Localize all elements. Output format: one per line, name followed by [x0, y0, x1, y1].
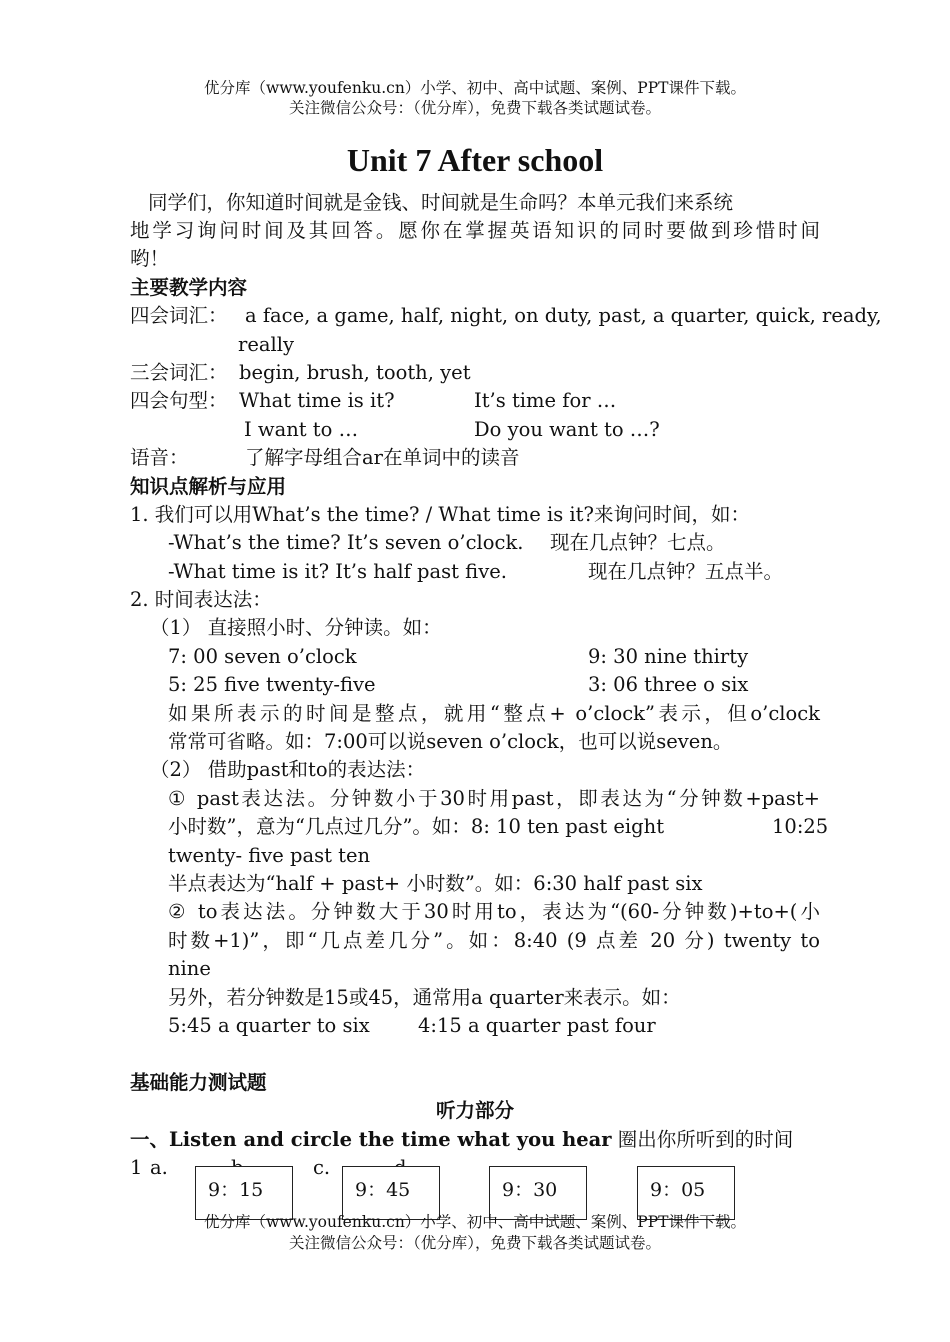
- quarter-example-2: 4:15 a quarter past four: [418, 1014, 656, 1037]
- half-past-rule: 半点表达为“half + past+ 小时数”。如：6:30 half past six: [168, 872, 703, 895]
- knowledge-heading: 知识点解析与应用: [130, 475, 287, 498]
- phonetics-label: 语音：: [130, 446, 189, 469]
- time-example-2: 9: 30 nine thirty: [588, 645, 749, 668]
- option-c-label: c.: [313, 1156, 331, 1179]
- knowledge-point-2: 2. 时间表达法：: [130, 588, 272, 611]
- note-oclock-1: 如果所表示的时间是整点，就用“整点+ o’clock”表示，但o’clock: [168, 702, 820, 725]
- knowledge-point-1: 1. 我们可以用What’s the time? / What time is it?来询问时间，如：: [130, 503, 750, 526]
- three-vocab-list: begin, brush, tooth, yet: [239, 361, 471, 384]
- time-box-b[interactable]: 9：45: [342, 1166, 440, 1220]
- section-1-instruction: [130, 1126, 793, 1154]
- time-example-1: 7: 00 seven o’clock: [168, 645, 357, 668]
- sentence-time-for: It’s time for …: [474, 389, 617, 412]
- past-rule-1: ① past表达法。分钟数小于30时用past，即表达为“分钟数+past+: [168, 787, 820, 810]
- quarter-rule: 另外，若分钟数是15或45，通常用a quarter来表示。如：: [168, 986, 681, 1009]
- page-header-line1: 优分库（www.youfenku.cn）小学、初中、高中试题、案例、PPT课件下载。: [203, 79, 747, 97]
- to-rule-3: nine: [168, 957, 211, 980]
- example-2-english: -What time is it? It’s half past five.: [168, 560, 507, 583]
- section-1-english: Listen and circle the time what you hear: [169, 1128, 612, 1151]
- time-box-c[interactable]: 9：30: [489, 1166, 587, 1220]
- page-title: Unit 7 After school: [346, 142, 604, 178]
- quarter-example-1: 5:45 a quarter to six: [168, 1014, 370, 1037]
- sentence-want-to: I want to …: [244, 418, 359, 441]
- sentence-what-time: What time is it?: [239, 389, 395, 412]
- four-vocab-list: a face, a game, half, night, on duty, past, a quarter, quick, ready,: [245, 304, 882, 327]
- page-footer-line2: 关注微信公众号：（优分库），免费下载各类试题试卷。: [288, 1234, 661, 1252]
- sentence-label: 四会句型：: [130, 389, 228, 412]
- time-box-d[interactable]: 9：05: [637, 1166, 735, 1220]
- intro-line-3: 哟！: [130, 247, 170, 270]
- time-box-a[interactable]: 9：15: [195, 1166, 293, 1220]
- time-example-4: 3: 06 three o six: [588, 673, 749, 696]
- option-a-label: a.: [150, 1156, 168, 1179]
- phonetics-text: 了解字母组合ar在单词中的读音: [245, 446, 520, 469]
- intro-line-1: 同学们，你知道时间就是金钱、时间就是生命吗？本单元我们来系统: [148, 191, 734, 214]
- past-rule-3: twenty- five past ten: [168, 844, 371, 867]
- subpoint-2: （2） 借助past和to的表达法：: [150, 758, 426, 781]
- page-header-line2: 关注微信公众号：（优分库），免费下载各类试题试卷。: [288, 99, 661, 117]
- example-2-chinese: 现在几点钟？五点半。: [588, 560, 784, 583]
- section-1-number: 一、: [130, 1128, 170, 1151]
- test-heading: 基础能力测试题: [130, 1071, 267, 1094]
- past-rule-2: 小时数”，意为“几点过几分”。如：8: 10 ten past eight: [168, 815, 665, 838]
- example-1-english: -What’s the time? It’s seven o’clock.: [168, 531, 524, 554]
- sentence-do-you-want: Do you want to …?: [474, 418, 660, 441]
- subpoint-1: （1） 直接照小时、分钟读。如：: [150, 616, 442, 639]
- question-1-number: 1: [130, 1156, 143, 1179]
- section-1-chinese: 圈出你所听到的时间: [611, 1128, 794, 1151]
- note-oclock-2: 常常可省略。如：7:00可以说seven o’clock，也可以说seven。: [168, 730, 733, 753]
- past-rule-2-time: 10:25: [772, 815, 829, 838]
- four-vocab-list-cont: really: [238, 333, 294, 356]
- main-content-heading: 主要教学内容: [130, 276, 248, 299]
- four-vocab-label: 四会词汇：: [130, 304, 228, 327]
- example-1-chinese: 现在几点钟？七点。: [550, 531, 726, 554]
- intro-line-2: 地学习询问时间及其回答。愿你在掌握英语知识的同时要做到珍惜时间: [130, 219, 820, 242]
- three-vocab-label: 三会词汇：: [130, 361, 228, 384]
- listening-heading: 听力部分: [435, 1099, 514, 1122]
- time-example-3: 5: 25 five twenty-five: [168, 673, 376, 696]
- page-footer-line1: 优分库（www.youfenku.cn）小学、初中、高中试题、案例、PPT课件下载。: [203, 1213, 747, 1231]
- to-rule-1: ② to表达法。分钟数大于30时用to，表达为“(60-分钟数)+to+(小: [168, 900, 820, 923]
- to-rule-2: 时数+1)”，即“几点差几分”。如：8:40 (9 点差 20 分) twenty to: [168, 929, 820, 952]
